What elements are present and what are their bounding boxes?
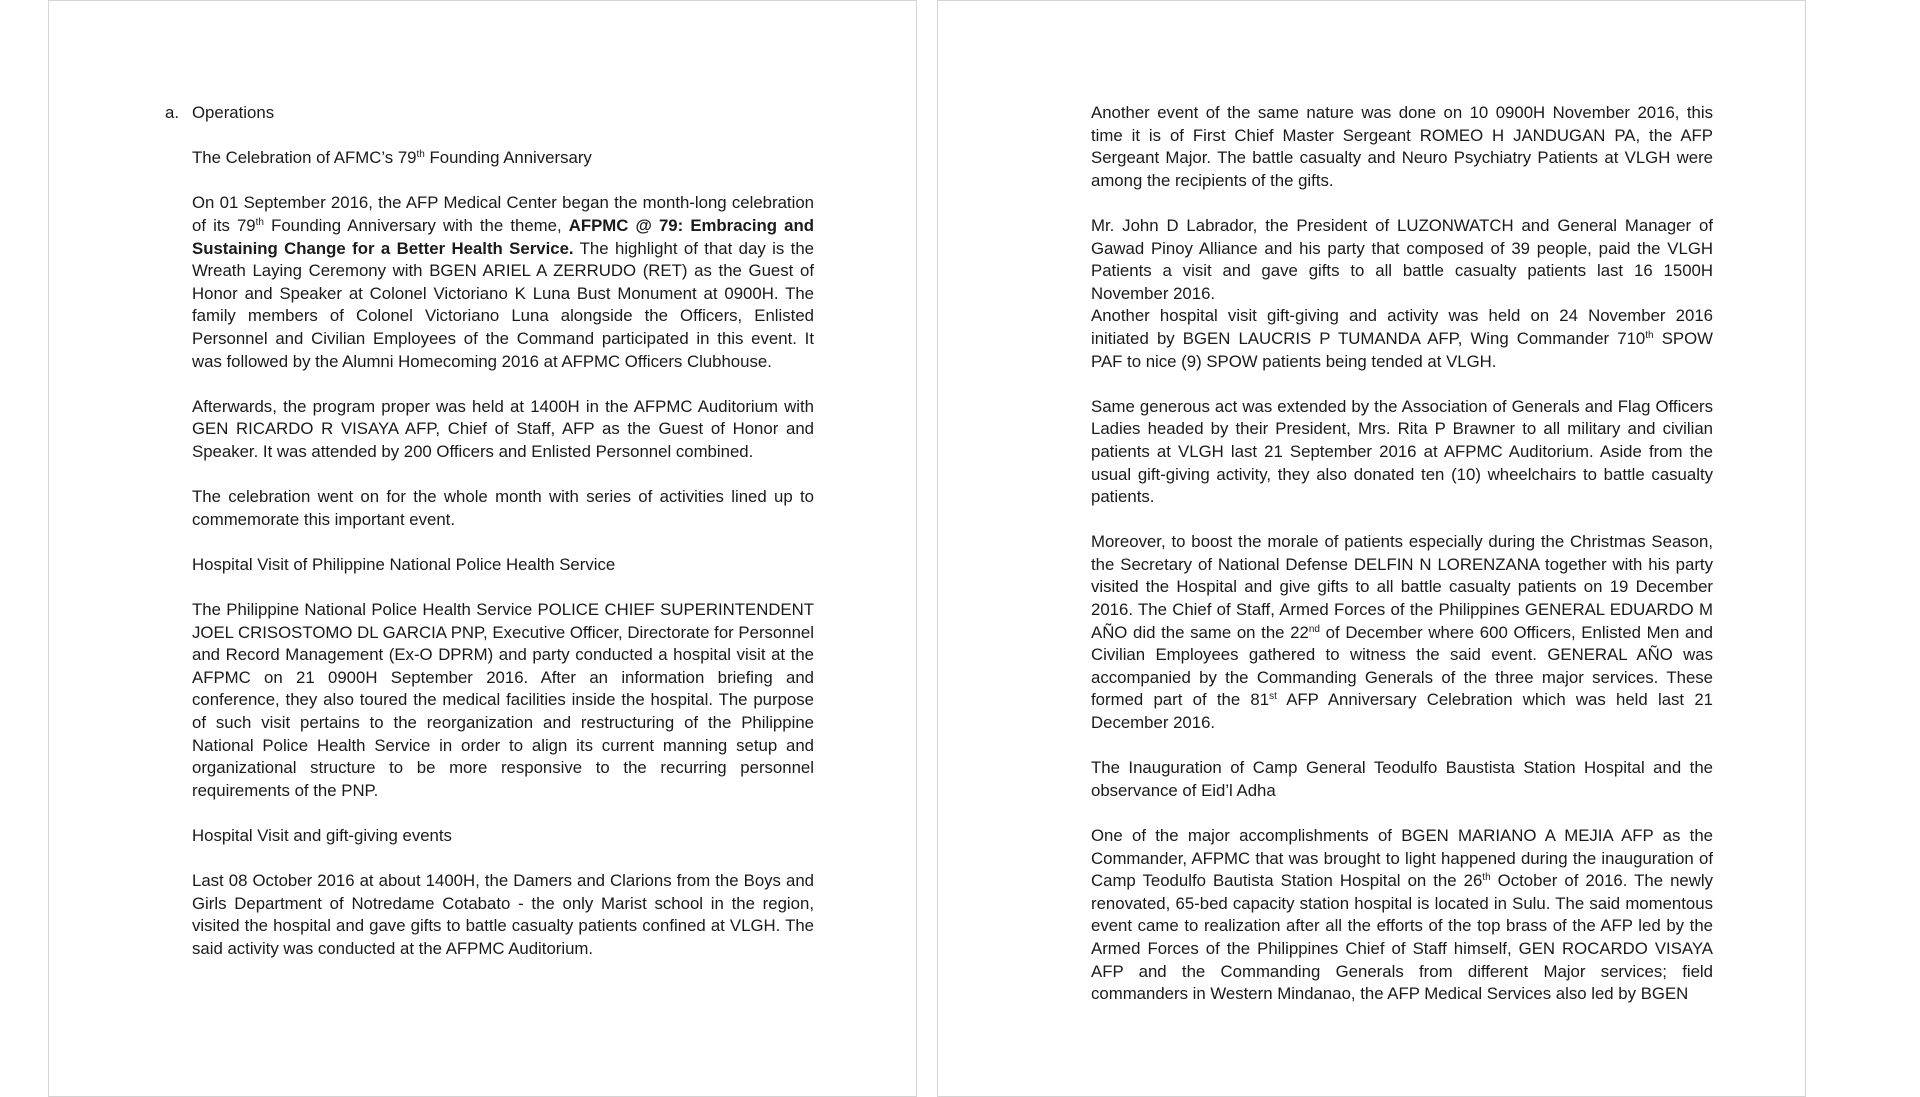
paragraph (1091, 531, 1713, 734)
superscript: st (1269, 691, 1277, 703)
bold-theme: AFPMC @ 79: Embracing and Sustaining Change for a Better Health Service. (192, 215, 814, 258)
text-run: Founding Anniversary with the theme, (264, 215, 569, 235)
text-run: SPOW PAF to nice (9) SPOW patients being tended at VLGH. (1091, 328, 1713, 371)
superscript: nd (1308, 623, 1320, 635)
document-page-left (48, 0, 917, 1097)
paragraph: The Philippine National Police Health Service POLICE CHIEF SUPERINTENDENT JOEL CRISOSTOMO DL GARCIA PNP, Executive Officer, Directorate for Personnel and Record Management (Ex-O DPRM) and party conducted a hospital visit at the AFPMC on 21 0900H September 2016. After an information briefing and conference, they also toured the medical facilities inside the hospital. The purpose of such visit pertains to the reorganization and restructuring of the Philippine National Police Health Service in order to align its current manning setup and organizational structure to be more responsive to the recurring personnel requirements of the PNP. (192, 600, 814, 800)
paragraph: The celebration went on for the whole month with series of activities lined up to commemorate this important event. (192, 487, 814, 529)
page-content (1091, 102, 1713, 1028)
text-run: The highlight of that day is the Wreath Laying Ceremony with BGEN ARIEL A ZERRUDO (RET) as the Guest of Honor and Speaker at Colonel Victoriano K Luna Bust Monument at 0900H. The family members of Colonel Victoriano Luna alongside the Officers, Enlisted Personnel and Civilian Employees of the Command participated in this event. It was followed by the Alumni Homecoming 2016 at AFPMC Officers Clubhouse. (192, 238, 814, 371)
text-run: AFP Anniversary Celebration which was held last 21 December 2016. (1091, 690, 1713, 733)
inauguration-heading: The Inauguration of Camp General Teodulfo Baustista Station Hospital and the observance of Eid’l Adha (1091, 758, 1713, 800)
paragraph (1091, 825, 1713, 1006)
text-run: Moreover, to boost the morale of patients especially during the Christmas Season, the Secretary of National Defense DELFIN N LORENZANA together with his party visited the Hospital and give gifts to all battle casualty patients on 19 December 2016. The Chief of Staff, Armed Forces of the Philippines GENERAL EDUARDO M AÑO did the same on the 22 (1091, 532, 1713, 642)
text-run: One of the major accomplishments of BGEN MARIANO A MEJIA AFP as the Commander, AFPMC that was brought to light happened during the inauguration of Camp Teodulfo Bautista Station Hospital on the 26 (1091, 826, 1713, 891)
paragraph: Same generous act was extended by the Association of Generals and Flag Officers Ladies headed by their President, Mrs. Rita P Brawner to all military and civilian patients at VLGH last 21 September 2016 at AFPMC Auditorium. Aside from the usual gift-giving activity, they also donated ten (10) wheelchairs to battle casualty patients. (1091, 396, 1713, 507)
heading-text: The Celebration of AFMC’s 79 (192, 148, 417, 168)
superscript: th (416, 149, 425, 161)
paragraph (1091, 305, 1713, 373)
heading-text: Founding Anniversary (424, 148, 592, 168)
superscript: th (255, 216, 264, 228)
paragraph: Last 08 October 2016 at about 1400H, the Damers and Clarions from the Boys and Girls Department of Notredame Cotabato - the only Marist school in the region, visited the hospital and gave gifts to battle casualty patients confined at VLGH. The said activity was conducted at the AFPMC Auditorium. (192, 871, 814, 958)
paragraph: Mr. John D Labrador, the President of LUZONWATCH and General Manager of Gawad Pinoy Alliance and his party that composed of 39 people, paid the VLGH Patients a visit and gave gifts to all battle casualty patients last 16 1500H November 2016. (1091, 215, 1713, 303)
superscript: th (1482, 872, 1491, 884)
paragraph (192, 192, 814, 373)
anniversary-heading (192, 147, 814, 170)
text-run: of December where 600 Officers, Enlisted Men and Civilian Employees gathered to witness the said event. GENERAL AÑO was accompanied by the Commanding Generals of the three major services. These formed part of the 81 (1091, 622, 1713, 710)
section-marker: a. (165, 103, 179, 122)
superscript: th (1645, 329, 1654, 341)
text-run: Another hospital visit gift-giving and activity was held on 24 November 2016 initiated by BGEN LAUCRIS P TUMANDA AFP, Wing Commander 710 (1091, 306, 1713, 348)
pnp-visit-heading: Hospital Visit of Philippine National Police Health Service (192, 554, 616, 574)
text-run: On 01 September 2016, the AFP Medical Center began the month-long celebration of its 79 (192, 193, 814, 235)
section-heading (165, 102, 814, 125)
document-page-right (937, 0, 1806, 1097)
text-run: October of 2016. The newly renovated, 65-bed capacity station hospital is located in Sulu. The said momentous event came to realization after all the efforts of the top brass of the AFP led by the Armed Forces of the Philippines Chief of Staff himself, GEN ROCARDO VISAYA AFP and the Commanding Generals from different Major services; field commanders in Western Mindanao, the AFP Medical Services also led by BGEN (1091, 871, 1713, 1004)
page-content (165, 102, 814, 983)
paragraph: Another event of the same nature was done on 10 0900H November 2016, this time it is of First Chief Master Sergeant ROMEO H JANDUGAN PA, the AFP Sergeant Major. The battle casualty and Neuro Psychiatry Patients at VLGH were among the recipients of the gifts. (1091, 103, 1713, 190)
paragraph: Afterwards, the program proper was held at 1400H in the AFPMC Auditorium with GEN RICARDO R VISAYA AFP, Chief of Staff, AFP as the Guest of Honor and Speaker. It was attended by 200 Officers and Enlisted Personnel combined. (192, 396, 814, 461)
gift-giving-heading: Hospital Visit and gift-giving events (192, 826, 452, 845)
section-title: Operations (192, 103, 275, 122)
